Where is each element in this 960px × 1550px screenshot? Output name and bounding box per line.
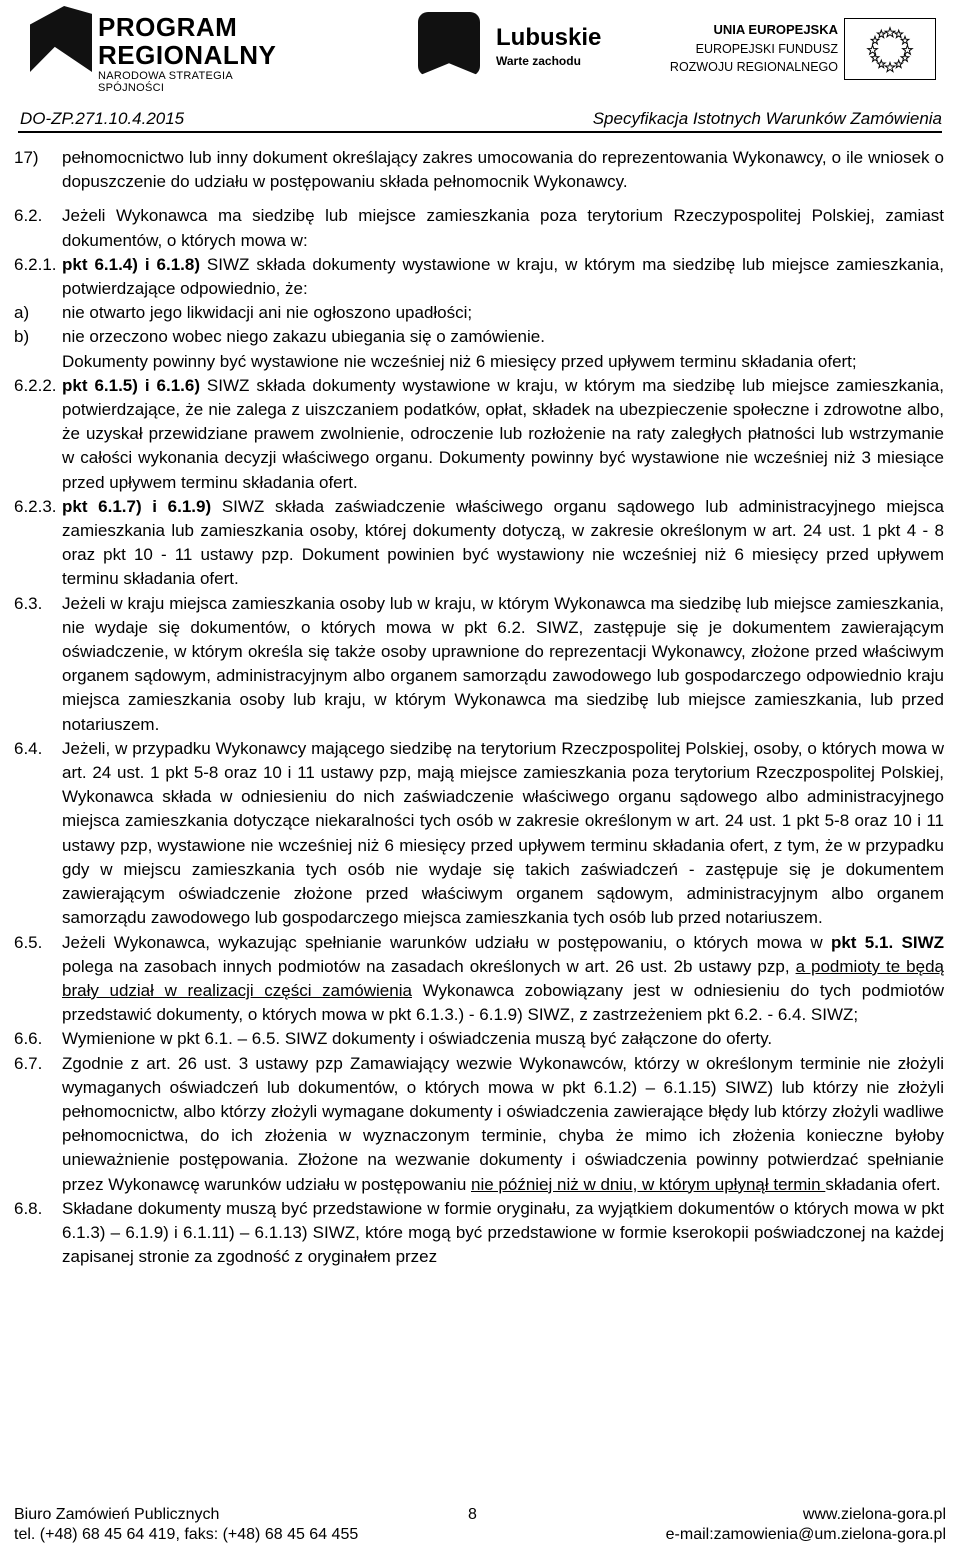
item-text: Jeżeli, w przypadku Wykonawcy mającego siedzibę na terytorium Rzeczpospolitej Polskiej, osoby, o których mowa w art. 24 ust. 1 pkt 5-8 oraz 10 i 11 ustawy pzp, mają miejsce zamieszkania poza terytorium Rzeczpospolitej Polskiej, Wykonawca składa w odniesieniu do nich zaświadczenie właściwego organu sądowego albo administracyjnego miejsca zamieszkania dotyczące niekaralności tych osób w zakresie określonym w art. 24 ust. 1 pkt 5-8 oraz 10 i 11 ustawy pzp, wystawione nie wcześniej niż 6 miesięcy przed upływem terminu składania ofert, z tym, że w przypadku gdy w miejscu zamieszkania tych osób nie wydaje się takich zaświadczeń - zastępuje się je dokumentem zawierającym oświadczenie złożone przed właściwym organem sądowym, administracyjnym albo organem samorządu zawodowego lub gospodarczego miejsca zamieszkania tych osób lub przed notariuszem. bbox=[62, 738, 944, 928]
section-6-4 bbox=[14, 737, 944, 931]
item-text: Wymienione w pkt 6.1. – 6.5. SIWZ dokumenty i oświadczenia muszą być załączone do oferty. bbox=[62, 1029, 773, 1049]
section-6-2 bbox=[14, 204, 944, 252]
item-number: 6.2. bbox=[14, 206, 43, 226]
item-underlined-text: nie później niż w dniu, w którym upłynął termin bbox=[471, 1174, 826, 1194]
program-logo-line1: PROGRAM bbox=[98, 12, 238, 42]
item-bold-ref: pkt 6.1.5) i 6.1.6) bbox=[62, 375, 200, 395]
item-number: 6.8. bbox=[14, 1198, 43, 1218]
item-text-part: Wykonawca zobowiązany jest w odniesieniu do tych podmiotów przedstawić dokumenty, o których mowa w pkt 6.1.3.) - 6.1.9) SIWZ, z zastrzeżeniem pkt 6.2. - 6.4. SIWZ; bbox=[62, 980, 944, 1025]
item-b bbox=[14, 325, 944, 349]
eu-logo-line2: EUROPEJSKI FUNDUSZ bbox=[695, 42, 838, 56]
program-logo-line3: NARODOWA STRATEGIA SPÓJNOŚCI bbox=[98, 70, 233, 94]
item-number: a) bbox=[14, 303, 30, 323]
section-6-2-1 bbox=[14, 253, 944, 301]
item-number: 6.7. bbox=[14, 1053, 43, 1073]
item-text: Jeżeli w kraju miejsca zamieszkania osoby lub w kraju, w którym Wykonawca ma siedzibę lub miejsce zamieszkania, nie wydaje się dokumentów, o których mowa w pkt 6.2. SIWZ, zastępuje się je dokumentem zawierającym oświadczenie, w którym określa się także osoby uprawnione do reprezentacji Wykonawcy, złożone przed właściwym organem sądowym, administracyjnym albo organem samorządu zawodowego lub gospodarczego odpowiednio kraju miejsca zamieszkania osoby lub kraju, w którym Wykonawca ma siedzibę lub miejsce zamieszkania, lub przed notariuszem. bbox=[62, 593, 944, 734]
eu-logo bbox=[669, 14, 950, 90]
lubuskie-logo-line2: Warte zachodu bbox=[496, 54, 581, 68]
item-text: Dokumenty powinny być wystawione nie wcześniej niż 6 miesięcy przed upływem terminu składania ofert; bbox=[62, 351, 857, 371]
item-number: 6.2.3. bbox=[14, 496, 57, 516]
footer-office: Biuro Zamówień Publicznych bbox=[14, 1506, 220, 1523]
item-text-part: Zgodnie z art. 26 ust. 3 ustawy pzp Zamawiający wezwie Wykonawców, którzy w określonym terminie nie złożyli wymaganych oświadczeń lub dokumentów, o których mowa w pkt 6.1.2) – 6.1.15) SIWZ) lub którzy nie złożyli pełnomocnictw, albo którzy złożyli wymagane dokumenty i oświadczenia zawierające błędy lub którzy złożyli wadliwe pełnomocnictwa, do ich złożenia w wyznaczonym terminie, chyba że mimo ich złożenia konieczne byłoby unieważnienie postępowania. Złożone na wezwanie dokumenty i oświadczenia powinny potwierdzać spełnianie przez Wykonawcę warunków udziału w postępowaniu bbox=[62, 1053, 944, 1194]
item-number: 6.2.2. bbox=[14, 375, 57, 395]
item-bold-ref: pkt 6.1.4) i 6.1.8) bbox=[62, 254, 200, 274]
header-logos bbox=[0, 0, 960, 100]
item-number: 17) bbox=[14, 148, 39, 167]
document-reference: DO-ZP.271.10.4.2015 bbox=[20, 109, 185, 128]
section-6-7 bbox=[14, 1052, 944, 1197]
item-number: 6.4. bbox=[14, 738, 43, 758]
item-text: SIWZ składa dokumenty wystawione w kraju, w którym ma siedzibę lub miejsce zamieszkania, potwierdzające odpowiednio, że: bbox=[62, 254, 944, 299]
item-text: SIWZ składa dokumenty wystawione w kraju, w którym ma siedzibę lub miejsce zamieszkania, potwierdzające, że nie zalega z uiszczaniem podatków, opłat, składek na ubezpieczenie społeczne i zdrowotne albo, że uzyskał przewidziane prawem zwolnienie, odroczenie lub rozłożenie na raty zaległych płatności lub wstrzymanie w całości wykonania decyzji właściwego organu. Dokumenty powinny być wystawione nie wcześniej niż 3 miesiące przed upływem terminu składania ofert. bbox=[62, 375, 944, 492]
section-6-5 bbox=[14, 931, 944, 1028]
item-text-part: Jeżeli Wykonawca, wykazując spełnianie warunków udziału w postępowaniu, o których mowa w bbox=[62, 932, 831, 952]
item-text: Składane dokumenty muszą być przedstawione w formie oryginału, za wyjątkiem dokumentów o których mowa w pkt 6.1.3) – 6.1.9) i 6.1.11) – 6.1.13) SIWZ, które mogą być przedstawione w formie kserokopii poświadczonej na każdej zapisanej stronie za zgodność z oryginałem przez bbox=[62, 1198, 944, 1267]
item-a bbox=[14, 301, 944, 325]
page-number: 8 bbox=[468, 1506, 477, 1523]
documents-validity-note bbox=[14, 350, 944, 374]
item-number: 6.3. bbox=[14, 593, 43, 613]
section-6-2-2 bbox=[14, 374, 944, 495]
item-number: b) bbox=[14, 327, 30, 347]
item-number: 6.6. bbox=[14, 1029, 43, 1049]
program-regionalny-logo bbox=[24, 4, 284, 92]
eu-logo-line1: UNIA EUROPEJSKA bbox=[713, 22, 838, 37]
lubuskie-logo-line1: Lubuskie bbox=[496, 24, 602, 51]
item-text: nie orzeczono wobec niego zakazu ubiegania się o zamówienie. bbox=[62, 327, 545, 347]
footer-phone: tel. (+48) 68 45 64 419, faks: (+48) 68 45 64 455 bbox=[14, 1526, 359, 1543]
item-bold-ref: pkt 5.1. SIWZ bbox=[830, 932, 945, 952]
item-text: SIWZ składa zaświadczenie właściwego organu sądowego lub administracyjnego miejsca zamieszkania lub zamieszkania osoby, której dokumenty dotyczą, w zakresie określonym w art. 24 ust. 1 pkt 4 - 8 oraz pkt 10 - 11 ustawy pzp. Dokument powinien być wystawiony nie wcześniej niż 6 miesięcy przed upływem terminu składania ofert. bbox=[62, 496, 944, 589]
footer-email-link[interactable]: e-mail:zamowienia@um.zielona-gora.pl bbox=[665, 1526, 946, 1543]
item-number: 6.2.1. bbox=[14, 254, 57, 274]
program-logo-line2: REGIONALNY bbox=[98, 40, 277, 70]
lubuskie-logo bbox=[418, 12, 618, 82]
item-text-part: składania ofert. bbox=[825, 1174, 941, 1194]
item-text: nie otwarto jego likwidacji ani nie ogłoszono upadłości; bbox=[62, 303, 473, 323]
eu-flag-icon bbox=[844, 18, 936, 80]
footer-website-link[interactable]: www.zielona-gora.pl bbox=[802, 1506, 946, 1523]
document-body bbox=[14, 146, 944, 1269]
item-text-part: polega na zasobach innych podmiotów na zasadach określonych w art. 26 ust. 2b ustawy pzp, bbox=[62, 956, 796, 976]
item-17 bbox=[14, 146, 944, 194]
section-6-2-3 bbox=[14, 495, 944, 592]
document-header bbox=[18, 109, 942, 133]
document-title: Specyfikacja Istotnych Warunków Zamówienia bbox=[592, 109, 942, 128]
lubuskie-emblem-icon bbox=[418, 12, 480, 76]
item-text: Jeżeli Wykonawca ma siedzibę lub miejsce zamieszkania poza terytorium Rzeczypospolitej Polskiej, zamiast dokumentów, o których mowa w: bbox=[62, 206, 944, 250]
section-6-3 bbox=[14, 592, 944, 737]
section-6-8 bbox=[14, 1197, 944, 1270]
eu-logo-line3: ROZWOJU REGIONALNEGO bbox=[669, 60, 838, 74]
item-text: pełnomocnictwo lub inny dokument określający zakres umocowania do reprezentowania Wykonawcy, o ile wniosek o dopuszczenie do udziału w postępowaniu składa pełnomocnik Wykonawcy. bbox=[62, 148, 944, 192]
item-number: 6.5. bbox=[14, 932, 43, 952]
section-6-6 bbox=[14, 1027, 944, 1051]
item-underlined-text: a podmioty te będą brały udział w realizacji części zamówienia bbox=[62, 956, 944, 1000]
program-regionalny-emblem-icon bbox=[30, 6, 92, 72]
item-bold-ref: pkt 6.1.7) i 6.1.9) bbox=[62, 496, 212, 516]
